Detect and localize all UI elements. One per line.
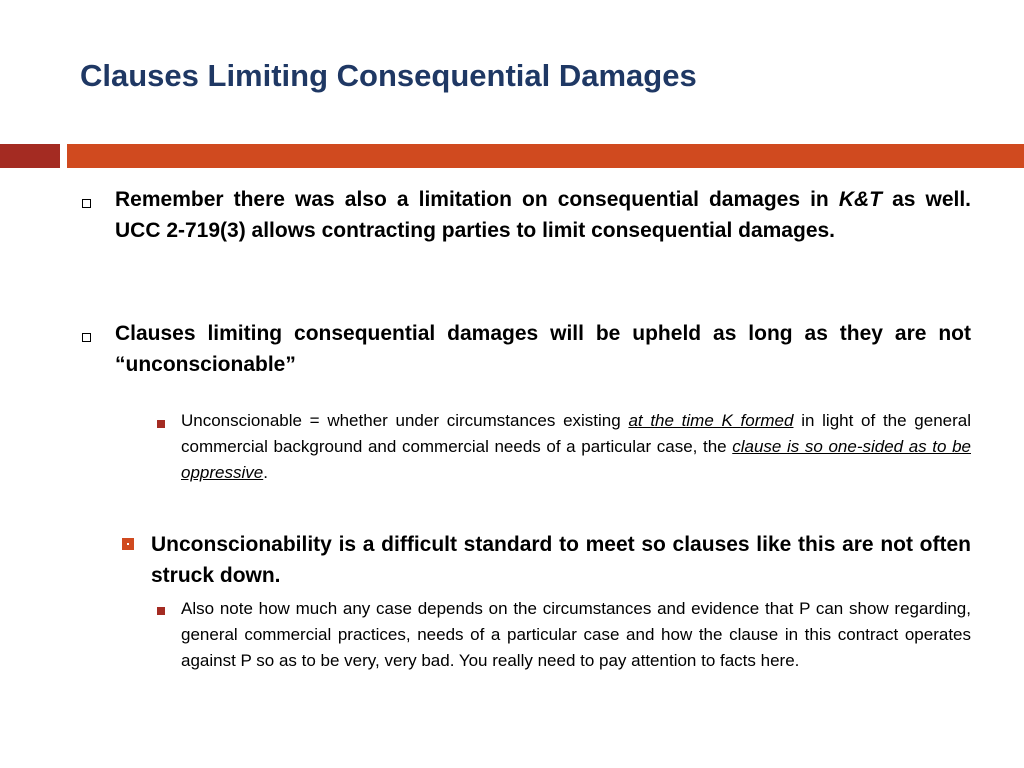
note-text: Also note how much any case depends on the circumstances and evidence that P can show regarding, general commercial practices, needs of a particular case and how the clause in this contract operates against P so as to be very, very bad. You really need to pay attention to facts here. (181, 599, 971, 670)
bullet-unconscionability-standard (151, 529, 971, 591)
square-bullet-icon (157, 607, 165, 615)
bullet-text: Unconscionability is a difficult standard to meet so clauses like this are not often struck down. (151, 533, 971, 587)
sub-bullet-also-note (181, 596, 971, 674)
hollow-square-bullet-icon (82, 333, 91, 342)
title-divider-dark (0, 144, 60, 168)
underlined-phrase-one-sided: clause is so one-sided as to be oppressive (181, 437, 971, 482)
sub-bullet-unconscionable-definition (181, 408, 971, 486)
bullet-text-continued: as well. UCC 2-719(3) allows contracting parties to limit consequential damages. (115, 188, 972, 242)
slide-title: Clauses Limiting Consequential Damages (80, 58, 697, 93)
definition-period: . (263, 463, 268, 482)
bullet-text: Clauses limiting consequential damages will be upheld as long as they are not “unconscionable” (115, 322, 971, 376)
title-divider-accent (67, 144, 1024, 168)
framed-square-bullet-icon (122, 538, 134, 550)
bullet-text: Remember there was also a limitation on consequential damages in (115, 188, 839, 211)
definition-text: Unconscionable = whether under circumstances existing (181, 411, 629, 430)
definition-text-continued: in light of the general commercial background and commercial needs of a particular case, the (181, 411, 971, 456)
case-name: K&T (838, 188, 882, 211)
bullet-limitation-kt (115, 184, 971, 246)
underlined-phrase-time-formed: at the time K formed (628, 411, 794, 430)
square-bullet-icon (157, 420, 165, 428)
bullet-clauses-upheld (115, 318, 971, 380)
hollow-square-bullet-icon (82, 199, 91, 208)
